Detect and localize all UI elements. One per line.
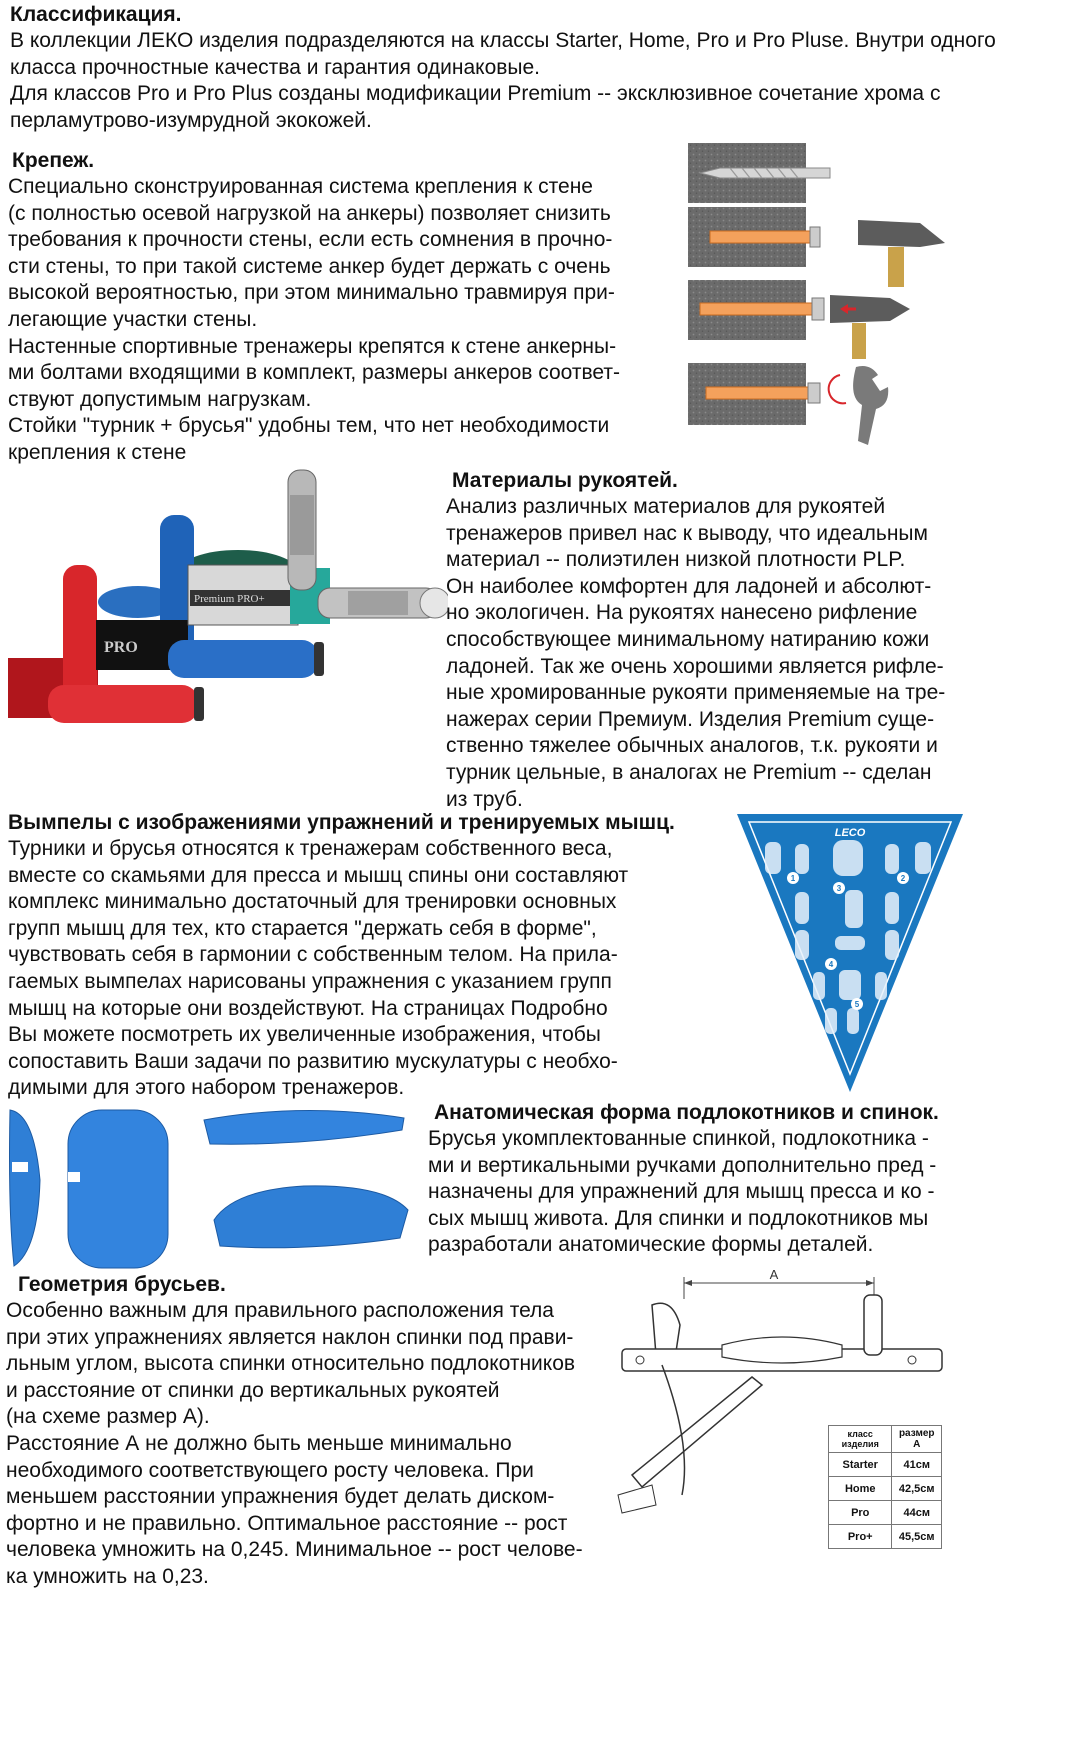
pennants-section: [8, 810, 738, 1102]
geometry-heading: Геометрия брусьев.: [18, 1273, 226, 1296]
pennant-number-4: 4: [828, 960, 834, 969]
anatomy-parts-illustration: [4, 1100, 424, 1270]
size-table-row: [829, 1453, 942, 1477]
pro-label-text: PRO: [104, 639, 138, 656]
size-table-class: Starter: [829, 1453, 892, 1477]
pennant-number-5: 5: [854, 1000, 860, 1009]
size-table-size: 41см: [892, 1453, 942, 1477]
pennant-number-2: 2: [900, 874, 906, 883]
size-table-header-size: размер А: [892, 1426, 942, 1453]
geometry-text: Особенно важным для правильного расположения тела при этих упражнениях является наклон спинки под прави- льным углом, высота спинки относительно подлокотников и расстояние от спинки до вертикальных рукоятей (на схеме размер А). Расстояние А не должно быть меньше минимально необходимого соответствующего росту человека. При меньшем расстоянии упражнения будет делать диском- фортно и не правильно. Оптимальное расстояние -- рост человека умножить на 0,245. Минимальное -- рост челове- ка умножить на 0,23.: [6, 1299, 583, 1588]
size-table: [828, 1425, 942, 1549]
size-table-class: Home: [829, 1477, 892, 1501]
anatomy-text: Брусья укомплектованные спинкой, подлокотника - ми и вертикальными ручками дополнительно пред - назначены для упражнений для мышц пресса и ко - сых мышц живота. Для спинки и подлокотников мы разработали анатомические формы деталей.: [428, 1127, 937, 1257]
size-table-header-class: класс изделия: [829, 1426, 892, 1453]
fastening-text: Специально сконструированная система крепления к стене (с полностью осевой нагрузкой на анкеры) позволяет снизить требования к прочности стены, если есть сомнения в прочно- сти стены, то при такой системе анкер будет держать с очень высокой вероятностью, при этом минимально травмируя при- легающие участки стены. Настенные спортивные тренажеры крепятся к стене анкерны- ми болтами входящими в комплект, размеры анкеров соответ- ствуют допустимым нагрузкам. Стойки "турник + брусья" удобны тем, что нет необходимости крепления к стене: [8, 175, 621, 464]
anchor-illustration: [680, 135, 960, 485]
pennant-illustration: [735, 812, 965, 1094]
pennants-heading: Вымпелы с изображениями упражнений и тренируемых мышц.: [8, 811, 675, 834]
premium-label-text: Premium PRO+: [194, 593, 265, 605]
handles-heading: Материалы рукоятей.: [452, 469, 678, 492]
pennant-brand-text: LECO: [834, 827, 866, 839]
classification-text: В коллекции ЛЕКО изделия подразделяются на классы Starter, Home, Pro и Pro Pluse. Внутри одного класса прочностные качества и гарантия одинаковые. Для классов Pro и Pro Plus созданы модификации Premium -- эксклюзивное сочетание хрома с перламутрово-изумрудной экокожей.: [10, 29, 996, 132]
size-table-row: [829, 1477, 942, 1501]
size-table-class: Pro+: [829, 1525, 892, 1549]
handles-text: Анализ различных материалов для рукоятей тренажеров привел нас к выводу, что идеальным материал -- полиэтилен низкой плотности PLP. Он наиболее комфортен для ладоней и абсолют- но экологичен. На рукоятях нанесено рифление способствующее минимальному натиранию кожи ладоней. Так же очень хорошими является рифле- ные хромированные рукояти применяемые на тре- нажерах серии Премиум. Изделия Premium суще- ственно тяжелее обычных аналогов, т.к. рукояти и турник цельные, в аналогах не Premium -- сделан из труб.: [446, 495, 946, 811]
anatomy-heading: Анатомическая форма подлокотников и спинок.: [434, 1101, 939, 1124]
dimension-a-label: A: [769, 1267, 779, 1282]
fastening-heading: Крепеж.: [12, 149, 95, 172]
classification-section: [10, 2, 1060, 134]
pennants-text: Турники и брусья относятся к тренажерам собственного веса, вместе со скамьями для пресса и мышц спины они составляют комплекс минимально достаточный для тренировки основных групп мышц для тех, кто старается "держать себя в форме", чувствовать себя в гармонии с собственным телом. На прила- гаемых вымпелах нарисованы упражнения с указанием групп мышц на которые они воздействуют. На страницах Подробно Вы можете посмотреть их увеличенные изображения, чтобы сопоставить Ваши задачи по развитию мускулатуры с необхо- димыми для этого набором тренажеров.: [8, 837, 629, 1100]
size-table-size: 45,5см: [892, 1525, 942, 1549]
size-table-class: Pro: [829, 1501, 892, 1525]
handles-section: [446, 468, 1056, 813]
size-table-row: [829, 1501, 942, 1525]
handles-illustration: [8, 460, 448, 790]
geometry-section: [6, 1272, 626, 1591]
fastening-section: [8, 148, 668, 467]
anatomy-section: [428, 1100, 1068, 1259]
size-table-row: [829, 1525, 942, 1549]
size-table-size: 42,5см: [892, 1477, 942, 1501]
pennant-number-1: 1: [790, 874, 796, 883]
classification-heading: Классификация.: [10, 3, 182, 26]
pennant-number-3: 3: [836, 884, 842, 893]
size-table-header-row: [829, 1426, 942, 1453]
size-table-size: 44см: [892, 1501, 942, 1525]
